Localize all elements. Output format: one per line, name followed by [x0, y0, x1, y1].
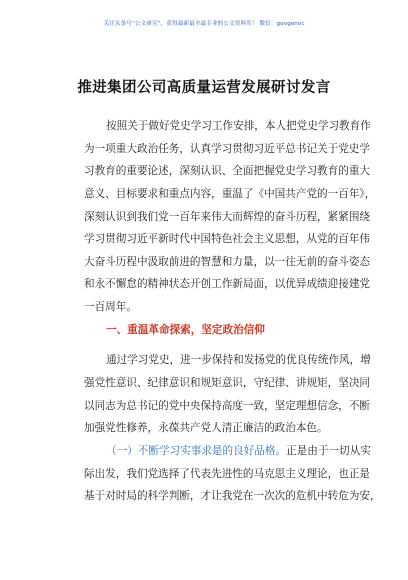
paragraph-3-line [106, 444, 371, 458]
paragraph-1-line: 为一项重大政治任务，认真学习贯彻习近平总书记关于党史学 [84, 143, 371, 155]
document-title: 推进集团公司高质量运营发展研讨发言 [77, 80, 331, 96]
paragraph-2-line: 以同志为总书记的党中央保持高度一致，坚定理想信念，不断 [84, 400, 371, 412]
paragraph-1-line: 深刻认识到我们党一百年来伟大而辉煌的奋斗历程，紧紧围绕 [84, 211, 371, 223]
paragraph-1-line: 大奋斗历程中汲取前进的智慧和力量，以一往无前的奋斗姿态 [84, 256, 371, 268]
paragraph-1-line: 习教育的重要论述，深刻认识、全面把握党史学习教育的重大 [84, 165, 371, 177]
paragraph-2-line: 强党性意识、纪律意识和规矩意识，守纪律、讲规矩，坚决同 [84, 377, 371, 389]
section-heading-1: 一、重温革命探索，坚定政治信仰 [106, 324, 265, 336]
paragraph-1-line: 按照关于做好党史学习工作安排，本人把党史学习教育作 [106, 120, 371, 132]
paragraph-3-text: 正是由于一切从实 [286, 445, 371, 457]
subsection-heading-1: （一）不断学习实事求是的良好品格。 [106, 445, 287, 457]
header-banner: 关注头条号“公文研究”，获得最新最全最专业的公文资料库！ 微信：govgenvc [103, 21, 305, 27]
paragraph-1-line: 一百周年。 [84, 301, 137, 313]
paragraph-1-line: 学习贯彻习近平新时代中国特色社会主义思想，从党的百年伟 [84, 233, 371, 245]
paragraph-1-line: 意义、目标要求和重点内容，重温了《中国共产党的一百年》， [84, 188, 376, 200]
paragraph-3-line: 基于对时局的科学判断，才让我党在一次次的危机中转危为安， [84, 490, 381, 502]
paragraph-2-line: 加强党性修养，永葆共产党人清正廉洁的政治本色。 [84, 422, 328, 434]
paragraph-1-line: 和永不懈怠的精神状态开创工作新局面，以优异成绩迎接建党 [84, 278, 371, 290]
paragraph-3-line: 际出发，我们党选择了代表先进性的马克思主义理论，也正是 [84, 468, 371, 480]
paragraph-2-line: 通过学习党史，进一步保持和发扬党的优良传统作风，增 [106, 354, 371, 366]
